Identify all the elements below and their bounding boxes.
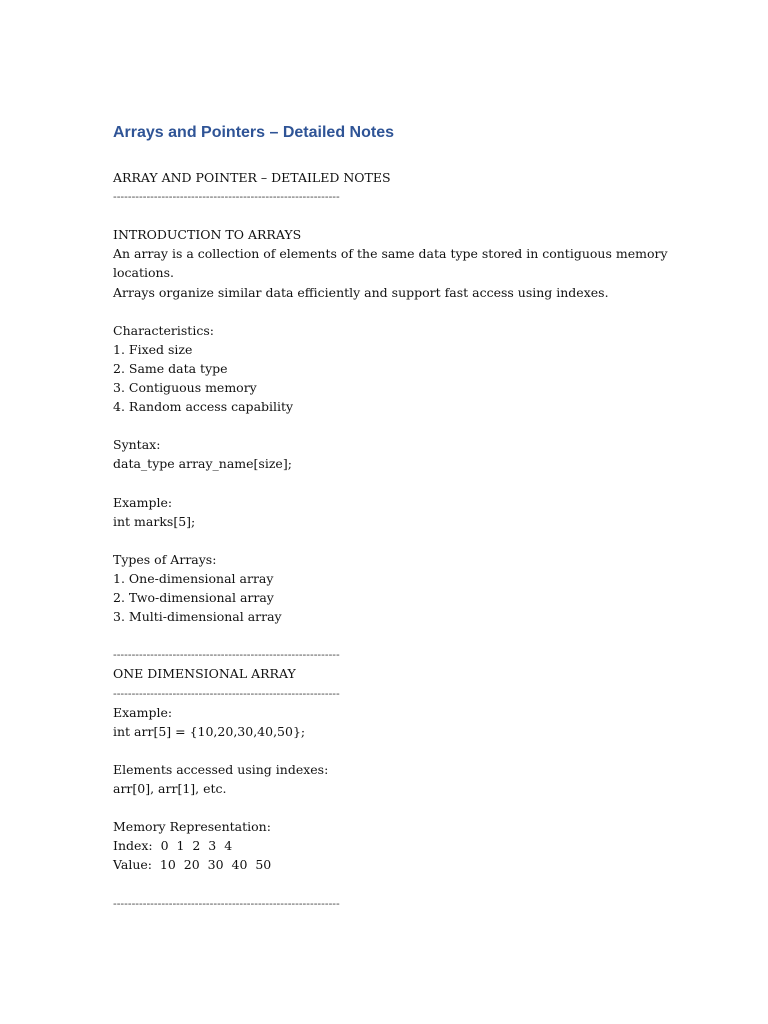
text-line: 2. Two-dimensional array [113, 590, 274, 606]
text-line: ARRAY AND POINTER – DETAILED NOTES [113, 170, 391, 185]
text-line: int arr[5] = {10,20,30,40,50}; [113, 723, 306, 739]
text-line: locations. [113, 265, 174, 281]
blank-line [113, 302, 643, 321]
text-line: Value: 10 20 30 40 50 [113, 857, 272, 873]
separator-rule: ------------------------------------------------------------- [113, 190, 340, 204]
separator-rule: ------------------------------------------------------------- [113, 686, 340, 700]
blank-line [113, 531, 643, 550]
text-line: 3. Contiguous memory [113, 380, 257, 396]
text-line: Elements accessed using indexes: [113, 761, 329, 777]
text-line: Arrays organize similar data efficiently and support fast access using indexes. [113, 284, 609, 300]
blank-line [113, 874, 643, 893]
text-line: 4. Random access capability [113, 399, 294, 415]
blank-line [113, 626, 643, 645]
separator-rule: ------------------------------------------------------------- [113, 648, 340, 662]
text-line: Index: 0 1 2 3 4 [113, 838, 233, 854]
document-body [113, 168, 668, 913]
blank-line [113, 416, 643, 435]
text-line: arr[0], arr[1], etc. [113, 781, 227, 796]
text-line: 1. One-dimensional array [113, 570, 274, 586]
text-line: data_type array_name[size]; [113, 456, 292, 472]
text-line: Types of Arrays: [113, 551, 217, 567]
text-line: 2. Same data type [113, 360, 228, 376]
blank-line [113, 798, 643, 817]
text-line: ONE DIMENSIONAL ARRAY [113, 666, 296, 682]
text-line: Memory Representation: [113, 819, 271, 835]
document-heading: Arrays and Pointers – Detailed Notes [113, 124, 394, 141]
text-line: 1. Fixed size [113, 341, 193, 357]
text-line: Characteristics: [113, 322, 214, 338]
text-line: int marks[5]; [113, 513, 196, 529]
blank-line [113, 741, 643, 760]
text-line: Example: [113, 494, 173, 510]
blank-line [113, 206, 643, 225]
separator-rule: ------------------------------------------------------------- [113, 896, 340, 910]
text-line: Example: [113, 704, 173, 720]
text-line: An array is a collection of elements of the same data type stored in contiguous memory [113, 246, 668, 262]
text-line: Syntax: [113, 437, 161, 453]
text-line: INTRODUCTION TO ARRAYS [113, 227, 302, 243]
text-line: 3. Multi-dimensional array [113, 609, 282, 625]
blank-line [113, 474, 643, 493]
